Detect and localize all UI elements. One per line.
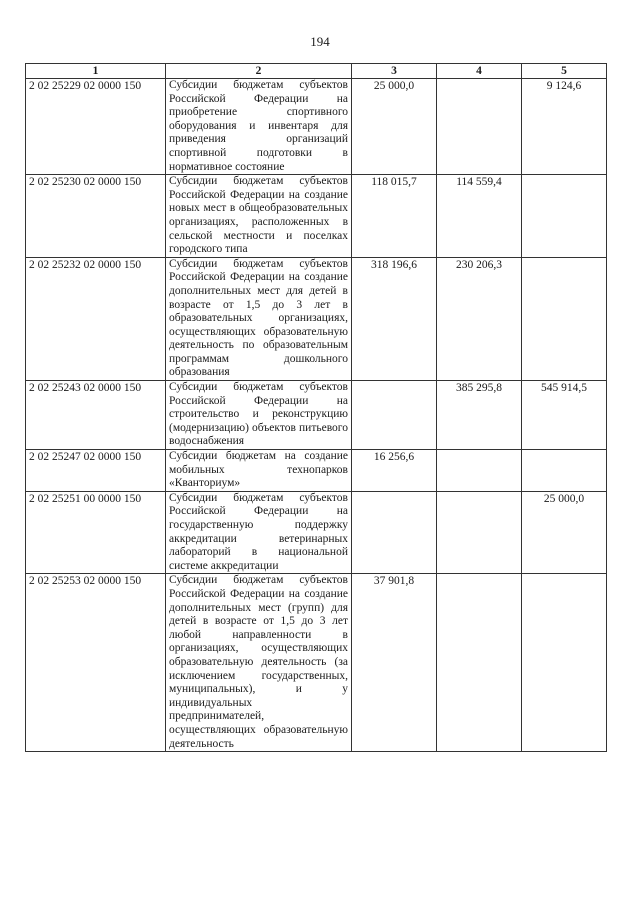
row-description: Субсидии бюджетам субъектов Российской Федерации на строительство и реконструкцию (модернизацию) объектов питьевого водоснабжения	[166, 381, 352, 450]
page-number: 194	[310, 34, 330, 49]
amount-col-4	[437, 450, 522, 492]
amount-col-4	[437, 491, 522, 574]
column-header-4: 4	[437, 64, 522, 79]
table-row	[26, 574, 607, 752]
budget-code: 2 02 25232 02 0000 150	[26, 257, 166, 380]
amount-col-5	[522, 574, 607, 752]
amount-col-5: 9 124,6	[522, 79, 607, 175]
amount-col-5: 545 914,5	[522, 381, 607, 450]
budget-code: 2 02 25253 02 0000 150	[26, 574, 166, 752]
amount-col-4: 230 206,3	[437, 257, 522, 380]
amount-col-5	[522, 175, 607, 258]
amount-col-3: 37 901,8	[352, 574, 437, 752]
budget-code: 2 02 25247 02 0000 150	[26, 450, 166, 492]
amount-col-4: 114 559,4	[437, 175, 522, 258]
table-row	[26, 450, 607, 492]
amount-col-5: 25 000,0	[522, 491, 607, 574]
budget-code: 2 02 25229 02 0000 150	[26, 79, 166, 175]
row-description: Субсидии бюджетам субъектов Российской Федерации на создание дополнительных мест для детей в возрасте от 1,5 до 3 лет в образовательных организациях, осуществляющих образовательную деятельность по образовательным программам дошкольного образования	[166, 257, 352, 380]
amount-col-5	[522, 257, 607, 380]
table-row	[26, 381, 607, 450]
table-row	[26, 175, 607, 258]
amount-col-4: 385 295,8	[437, 381, 522, 450]
row-description: Субсидии бюджетам субъектов Российской Федерации на создание дополнительных мест (групп) для детей в возрасте от 1,5 до 3 лет любой направленности в организациях, осуществляющих образовательную деятельность (за исключением государственных, муниципальных), и у индивидуальных предпринимателей, осуществляющих образовательную деятельность	[166, 574, 352, 752]
budget-code: 2 02 25230 02 0000 150	[26, 175, 166, 258]
column-header-5: 5	[522, 64, 607, 79]
amount-col-4	[437, 574, 522, 752]
amount-col-3: 118 015,7	[352, 175, 437, 258]
amount-col-3	[352, 491, 437, 574]
row-description: Субсидии бюджетам субъектов Российской Федерации на создание новых мест в общеобразовательных организациях, расположенных в сельской местности и поселках городского типа	[166, 175, 352, 258]
row-description: Субсидии бюджетам на создание мобильных технопарков «Кванториум»	[166, 450, 352, 492]
table-header-row	[26, 64, 607, 79]
row-description: Субсидии бюджетам субъектов Российской Федерации на государственную поддержку аккредитации ветеринарных лабораторий в национальной системе аккредитации	[166, 491, 352, 574]
amount-col-3	[352, 381, 437, 450]
budget-code: 2 02 25243 02 0000 150	[26, 381, 166, 450]
row-description: Субсидии бюджетам субъектов Российской Федерации на приобретение спортивного оборудования и инвентаря для приведения организаций спортивной подготовки в нормативное состояние	[166, 79, 352, 175]
amount-col-3: 25 000,0	[352, 79, 437, 175]
column-header-2: 2	[166, 64, 352, 79]
table-row	[26, 257, 607, 380]
budget-code: 2 02 25251 00 0000 150	[26, 491, 166, 574]
table-row	[26, 79, 607, 175]
amount-col-3: 16 256,6	[352, 450, 437, 492]
column-header-3: 3	[352, 64, 437, 79]
table-row	[26, 491, 607, 574]
amount-col-3: 318 196,6	[352, 257, 437, 380]
amount-col-4	[437, 79, 522, 175]
amount-col-5	[522, 450, 607, 492]
budget-table	[25, 63, 607, 752]
column-header-1: 1	[26, 64, 166, 79]
